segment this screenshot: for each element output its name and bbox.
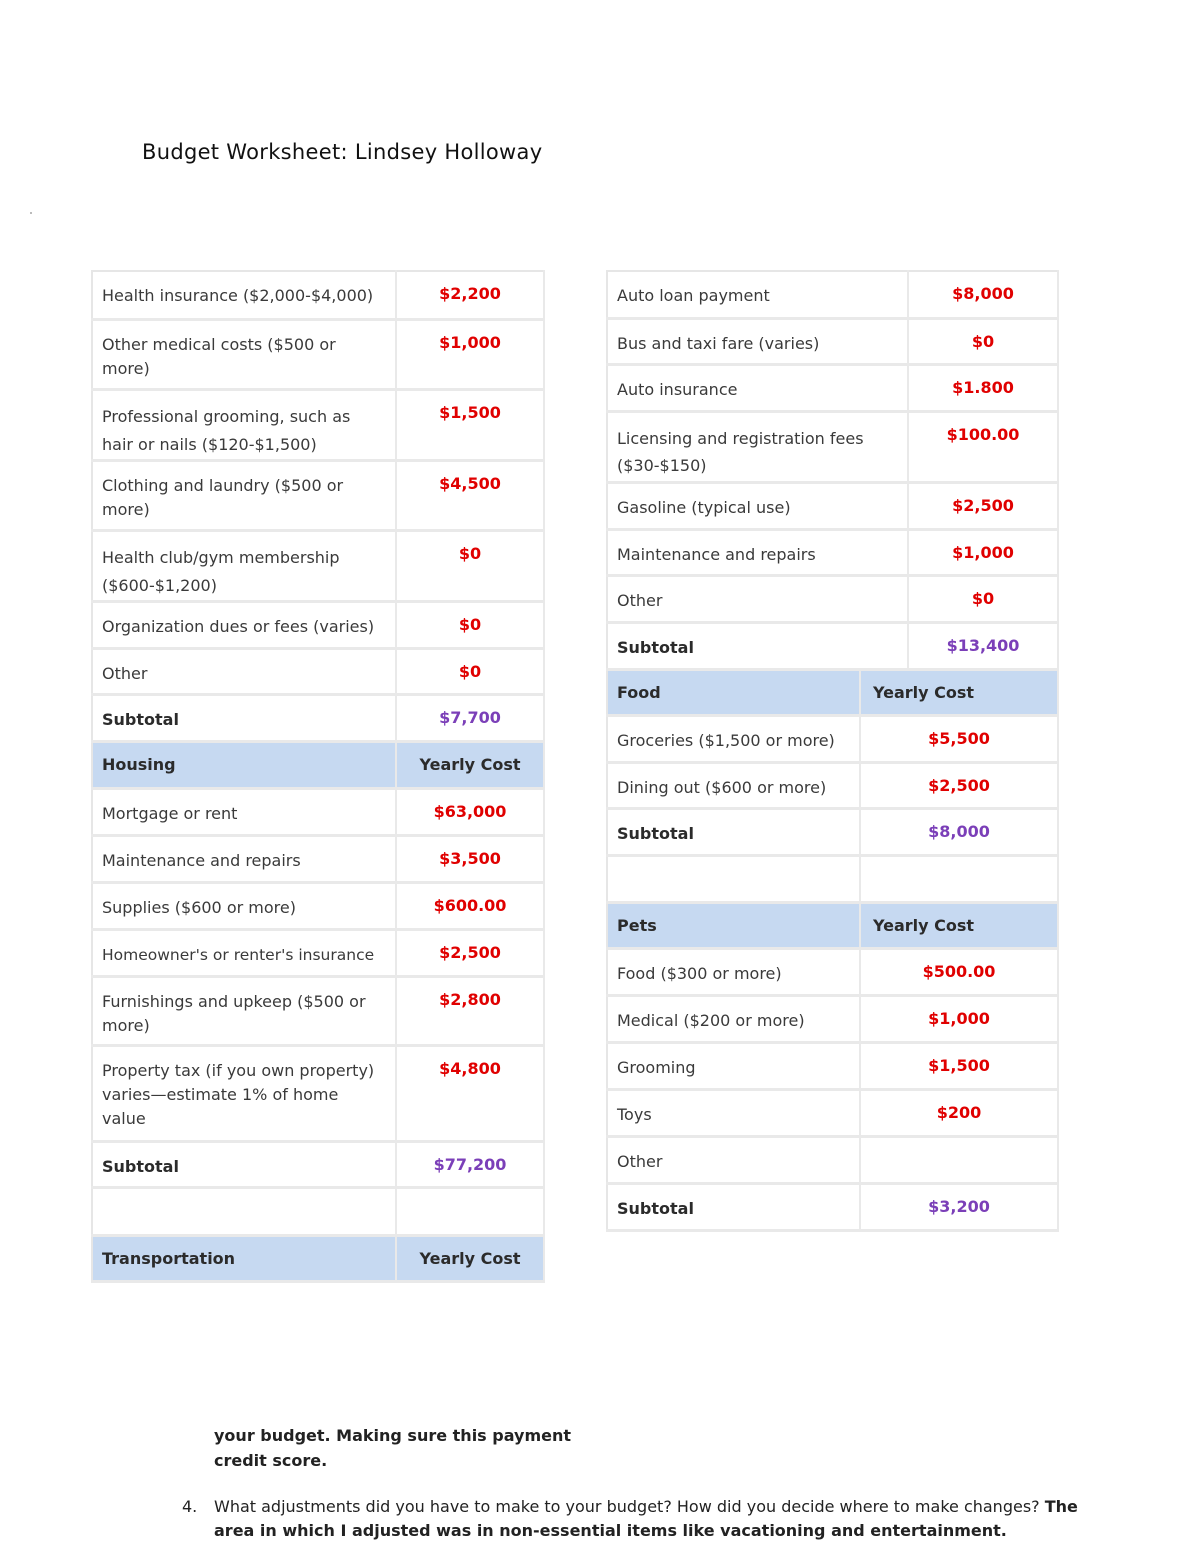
row-value: $1.800 — [908, 364, 1058, 411]
section-title: Housing — [92, 741, 396, 788]
row-value: $0 — [396, 530, 544, 601]
empty-row — [607, 855, 1058, 902]
section-header-pets — [607, 902, 1058, 948]
row-label: Toys — [607, 1089, 860, 1136]
subtotal-value: $8,000 — [860, 808, 1058, 855]
subtotal-value: $13,400 — [908, 622, 1058, 669]
empty-cell — [396, 1187, 544, 1235]
question-text-block — [214, 1495, 1119, 1543]
table-row — [607, 762, 1058, 808]
table-row — [92, 1045, 544, 1141]
row-value: $1,000 — [396, 319, 544, 389]
row-value: $4,500 — [396, 460, 544, 530]
question-number: 4. — [182, 1497, 198, 1516]
row-value: $63,000 — [396, 788, 544, 835]
row-label: Health club/gym membership ($600-$1,200) — [92, 530, 396, 601]
stray-mark — [30, 212, 32, 214]
row-label: Professional grooming, such as hair or nails ($120-$1,500) — [92, 389, 396, 460]
row-value: $100.00 — [908, 411, 1058, 482]
table-row — [92, 271, 544, 319]
page-title: Budget Worksheet: Lindsey Holloway — [142, 140, 543, 164]
table-row — [92, 835, 544, 882]
table-row — [92, 601, 544, 648]
subtotal-label: Subtotal — [607, 622, 908, 669]
table-row — [92, 976, 544, 1045]
empty-cell — [607, 855, 860, 902]
table-row — [607, 575, 1058, 622]
row-label: Food ($300 or more) — [607, 948, 860, 995]
subtotal-row — [92, 1141, 544, 1187]
row-value: $0 — [396, 648, 544, 694]
row-label: Licensing and registration fees ($30-$150) — [607, 411, 908, 482]
row-label: Mortgage or rent — [92, 788, 396, 835]
section-header-housing — [92, 741, 544, 788]
row-label: Maintenance and repairs — [92, 835, 396, 882]
section-column-title: Yearly Cost — [396, 741, 544, 788]
table-row — [607, 1136, 1058, 1183]
subtotal-row — [92, 694, 544, 741]
row-value: $0 — [908, 318, 1058, 364]
empty-row — [92, 1187, 544, 1235]
row-label: Auto insurance — [607, 364, 908, 411]
subtotal-value: $3,200 — [860, 1183, 1058, 1230]
table-row — [92, 389, 544, 460]
row-value: $1,000 — [908, 529, 1058, 575]
subtotal-row — [607, 1183, 1058, 1230]
row-label: Property tax (if you own property) varies—estimate 1% of home value — [92, 1045, 396, 1141]
row-value: $1,000 — [860, 995, 1058, 1042]
row-value: $2,500 — [860, 762, 1058, 808]
section-header-food — [607, 669, 1058, 715]
answer-fragment-line: credit score. — [214, 1451, 328, 1470]
table-row — [607, 1042, 1058, 1089]
answer-text: The area in which I adjusted was in non-essential items like vacationing and entertainment. — [214, 1497, 1078, 1540]
row-value: $4,800 — [396, 1045, 544, 1141]
subtotal-value: $77,200 — [396, 1141, 544, 1187]
row-value: $1,500 — [396, 389, 544, 460]
table-row — [607, 318, 1058, 364]
table-row — [92, 882, 544, 929]
subtotal-row — [607, 808, 1058, 855]
subtotal-label: Subtotal — [607, 1183, 860, 1230]
row-label: Clothing and laundry ($500 or more) — [92, 460, 396, 530]
section-column-title: Yearly Cost — [860, 669, 1058, 715]
answer-fragment — [214, 1424, 634, 1474]
row-label: Groceries ($1,500 or more) — [607, 715, 860, 762]
row-label: Dining out ($600 or more) — [607, 762, 860, 808]
section-column-title: Yearly Cost — [396, 1235, 544, 1281]
row-value: $2,500 — [396, 929, 544, 976]
question-text: What adjustments did you have to make to your budget? How did you decide where to make changes? — [214, 1497, 1045, 1516]
table-row — [607, 482, 1058, 529]
row-label: Other — [92, 648, 396, 694]
row-label: Other — [607, 1136, 860, 1183]
table-row — [92, 929, 544, 976]
row-label: Auto loan payment — [607, 271, 908, 318]
row-label: Other — [607, 575, 908, 622]
row-label: Furnishings and upkeep ($500 or more) — [92, 976, 396, 1045]
row-value: $600.00 — [396, 882, 544, 929]
row-label: Organization dues or fees (varies) — [92, 601, 396, 648]
table-row — [92, 788, 544, 835]
row-label: Medical ($200 or more) — [607, 995, 860, 1042]
section-title: Transportation — [92, 1235, 396, 1281]
row-value: $2,800 — [396, 976, 544, 1045]
section-title: Food — [607, 669, 860, 715]
table-row — [607, 411, 1058, 482]
row-label: Bus and taxi fare (varies) — [607, 318, 908, 364]
row-value: $5,500 — [860, 715, 1058, 762]
row-value: $200 — [860, 1089, 1058, 1136]
subtotal-label: Subtotal — [92, 694, 396, 741]
table-row — [92, 648, 544, 694]
subtotal-label: Subtotal — [92, 1141, 396, 1187]
row-label: Gasoline (typical use) — [607, 482, 908, 529]
subtotal-value: $7,700 — [396, 694, 544, 741]
row-label: Other medical costs ($500 or more) — [92, 319, 396, 389]
table-row — [92, 530, 544, 601]
table-row — [92, 460, 544, 530]
empty-cell — [92, 1187, 396, 1235]
row-value: $0 — [908, 575, 1058, 622]
section-title: Pets — [607, 902, 860, 948]
table-row — [92, 319, 544, 389]
row-value: $0 — [396, 601, 544, 648]
section-header-transportation — [92, 1235, 544, 1281]
row-value — [860, 1136, 1058, 1183]
table-row — [607, 1089, 1058, 1136]
subtotal-row — [607, 622, 1058, 669]
row-label: Health insurance ($2,000-$4,000) — [92, 271, 396, 319]
row-value: $1,500 — [860, 1042, 1058, 1089]
row-value: $2,500 — [908, 482, 1058, 529]
table-row — [607, 715, 1058, 762]
row-label: Supplies ($600 or more) — [92, 882, 396, 929]
subtotal-label: Subtotal — [607, 808, 860, 855]
table-row — [607, 364, 1058, 411]
right-budget-table — [606, 270, 1059, 1232]
answer-fragment-line: your budget. Making sure this payment — [214, 1426, 572, 1445]
table-row — [607, 271, 1058, 318]
row-label: Homeowner's or renter's insurance — [92, 929, 396, 976]
section-column-title: Yearly Cost — [860, 902, 1058, 948]
row-value: $2,200 — [396, 271, 544, 319]
left-budget-table — [91, 270, 545, 1283]
row-label: Grooming — [607, 1042, 860, 1089]
table-row — [607, 529, 1058, 575]
table-row — [607, 948, 1058, 995]
row-value: $500.00 — [860, 948, 1058, 995]
row-value: $8,000 — [908, 271, 1058, 318]
empty-cell — [860, 855, 1058, 902]
row-label: Maintenance and repairs — [607, 529, 908, 575]
row-value: $3,500 — [396, 835, 544, 882]
table-row — [607, 995, 1058, 1042]
